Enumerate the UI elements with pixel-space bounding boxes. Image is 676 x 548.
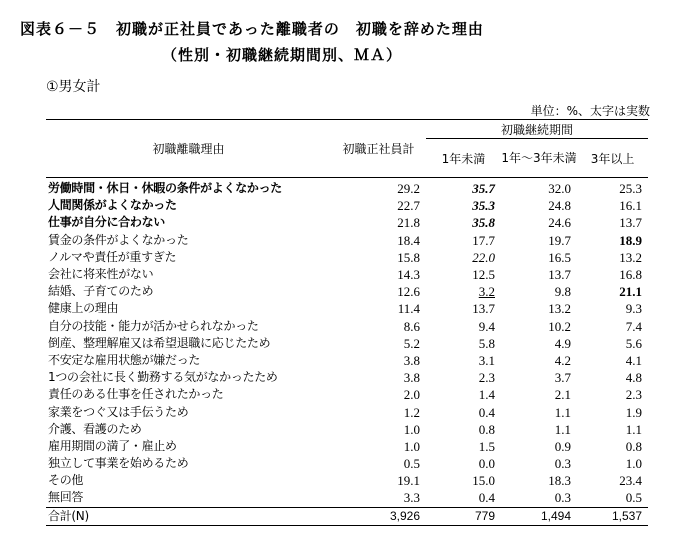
row-label: 仕事が自分に合わない: [48, 215, 166, 230]
cell-total: 12.6: [397, 284, 420, 300]
cell-1to3y: 3.7: [554, 370, 571, 386]
cell-over-3y: 2.3: [625, 387, 643, 403]
cell-total: 15.8: [397, 249, 420, 265]
cell-total: 8.6: [403, 318, 420, 334]
cell-over-3y: 7.4: [625, 318, 643, 334]
cell-under-1y: 3.2: [478, 284, 495, 300]
cell-under-1y: 0.4: [478, 404, 495, 420]
cell-over-3y: 1.0: [625, 456, 643, 472]
cell-over-3y: 13.7: [619, 215, 643, 231]
row-label: ノルマや責任が重すぎた: [48, 249, 177, 264]
cell-total: 11.4: [397, 301, 420, 317]
cell-under-1y: 12.5: [472, 267, 495, 283]
row-label: 1つの会社に長く勤務する気がなかったため: [48, 370, 278, 385]
row-label: 自分の技能・能力が活かせられなかった: [48, 318, 259, 333]
cell-1to3y: 19.7: [548, 232, 571, 248]
table-row: [46, 318, 648, 335]
row-label: 賃金の条件がよくなかった: [48, 232, 189, 247]
cell-over-3y: 1.1: [625, 421, 643, 437]
cell-total: 1.0: [403, 438, 420, 454]
cell-over-3y: 21.1: [619, 284, 643, 300]
cell-under-1y: 22.0: [472, 249, 495, 265]
row-label: 労働時間・休日・休暇の条件がよくなかった: [48, 181, 283, 196]
cell-1to3y: 32.0: [548, 181, 571, 197]
total-over-3y: 1,537: [577, 507, 648, 525]
cell-1to3y: 10.2: [548, 318, 571, 334]
header-reason: 初職離職理由: [46, 120, 331, 178]
cell-1to3y: 4.2: [554, 352, 571, 368]
cell-over-3y: 9.3: [625, 301, 643, 317]
table-row: [46, 283, 648, 300]
cell-under-1y: 1.5: [478, 438, 495, 454]
table-row: [46, 472, 648, 489]
cell-under-1y: 9.4: [478, 318, 495, 334]
cell-1to3y: 24.6: [548, 215, 571, 231]
table-row: [46, 178, 648, 198]
cell-1to3y: 18.3: [548, 473, 571, 489]
cell-under-1y: 0.8: [478, 421, 495, 437]
table-row: [46, 369, 648, 386]
total-under-1y: 779: [426, 507, 501, 525]
figure-title: 図表６－５ 初職が正社員であった離職者の 初職を辞めた理由: [20, 20, 484, 38]
cell-under-1y: 35.7: [472, 181, 495, 197]
total-total: 3,926: [331, 507, 426, 525]
table-row: [46, 249, 648, 266]
total-label: 合計(N): [46, 507, 331, 525]
cell-over-3y: 1.9: [625, 404, 643, 420]
row-label: 結婚、子育てのため: [48, 284, 154, 299]
table-row: [46, 197, 648, 214]
cell-under-1y: 0.4: [478, 490, 495, 506]
cell-under-1y: 17.7: [472, 232, 495, 248]
row-label: 無回答: [48, 490, 84, 505]
table-row: [46, 352, 648, 369]
table-row: [46, 214, 648, 231]
row-label: 倒産、整理解雇又は希望退職に応じたため: [48, 335, 271, 350]
cell-over-3y: 0.8: [625, 438, 643, 454]
total-row: [46, 507, 648, 525]
unit-note: 単位：%、太字は実数: [530, 104, 650, 118]
cell-total: 3.8: [403, 370, 420, 386]
row-label: 健康上の理由: [48, 301, 119, 316]
table-row: [46, 489, 648, 507]
figure-subtitle: （性別・初職継続期間別、ＭＡ）: [162, 46, 403, 64]
table-row: [46, 438, 648, 455]
cell-1to3y: 13.7: [548, 267, 571, 283]
table-row: [46, 403, 648, 420]
cell-over-3y: 18.9: [619, 232, 643, 248]
row-label: 雇用期間の満了・雇止め: [48, 438, 177, 453]
reasons-table: [46, 119, 648, 526]
table-row: [46, 455, 648, 472]
cell-1to3y: 24.8: [548, 198, 571, 214]
row-label: 人間関係がよくなかった: [48, 198, 177, 213]
cell-total: 2.0: [403, 387, 420, 403]
cell-total: 18.4: [397, 232, 420, 248]
row-label: 独立して事業を始めるため: [48, 456, 189, 471]
cell-under-1y: 35.3: [472, 198, 495, 214]
cell-total: 14.3: [397, 267, 420, 283]
cell-total: 29.2: [397, 181, 420, 197]
row-label: 不安定な雇用状態が嫌だった: [48, 352, 201, 367]
cell-over-3y: 25.3: [619, 181, 643, 197]
row-label: その他: [48, 473, 84, 488]
cell-1to3y: 16.5: [548, 249, 571, 265]
table-row: [46, 232, 648, 249]
cell-over-3y: 4.8: [625, 370, 643, 386]
header-period-over-3y: 3年以上: [577, 139, 648, 178]
cell-total: 5.2: [403, 335, 420, 351]
cell-total: 3.3: [403, 490, 420, 506]
cell-1to3y: 0.3: [554, 490, 571, 506]
cell-over-3y: 5.6: [625, 335, 643, 351]
cell-total: 0.5: [403, 456, 420, 472]
row-label: 家業をつぐ又は手伝うため: [48, 404, 189, 419]
cell-total: 19.1: [397, 473, 420, 489]
cell-total: 1.2: [403, 404, 420, 420]
header-total: 初職正社員計: [331, 120, 426, 178]
table-row: [46, 335, 648, 352]
header-period-1to3y: 1年～3年未満: [501, 139, 577, 178]
cell-total: 22.7: [397, 198, 420, 214]
cell-1to3y: 9.8: [554, 284, 571, 300]
cell-1to3y: 1.1: [554, 421, 571, 437]
cell-total: 21.8: [397, 215, 420, 231]
cell-over-3y: 23.4: [619, 473, 643, 489]
cell-over-3y: 13.2: [619, 249, 643, 265]
cell-1to3y: 13.2: [548, 301, 571, 317]
cell-under-1y: 13.7: [472, 301, 495, 317]
cell-under-1y: 0.0: [478, 456, 495, 472]
section-label: ①男女計: [46, 79, 101, 95]
cell-total: 1.0: [403, 421, 420, 437]
cell-over-3y: 0.5: [625, 490, 643, 506]
cell-1to3y: 0.3: [554, 456, 571, 472]
table-row: [46, 386, 648, 403]
cell-over-3y: 4.1: [625, 352, 643, 368]
header-period-under-1y: 1年未満: [426, 139, 501, 178]
row-label: 介護、看護のため: [48, 421, 142, 436]
cell-under-1y: 3.1: [478, 352, 495, 368]
total-1to3y: 1,494: [501, 507, 577, 525]
cell-1to3y: 2.1: [554, 387, 571, 403]
table-row: [46, 266, 648, 283]
cell-1to3y: 4.9: [554, 335, 571, 351]
cell-1to3y: 0.9: [554, 438, 571, 454]
cell-1to3y: 1.1: [554, 404, 571, 420]
row-label: 会社に将来性がない: [48, 267, 154, 282]
cell-under-1y: 15.0: [472, 473, 495, 489]
cell-over-3y: 16.8: [619, 267, 643, 283]
cell-total: 3.8: [403, 352, 420, 368]
header-duration-group: 初職継続期間: [426, 120, 648, 139]
table-row: [46, 421, 648, 438]
cell-under-1y: 2.3: [478, 370, 495, 386]
cell-over-3y: 16.1: [619, 198, 643, 214]
row-label: 責任のある仕事を任されたかった: [48, 387, 224, 402]
cell-under-1y: 1.4: [478, 387, 495, 403]
cell-under-1y: 5.8: [478, 335, 495, 351]
cell-under-1y: 35.8: [472, 215, 495, 231]
table-row: [46, 300, 648, 317]
